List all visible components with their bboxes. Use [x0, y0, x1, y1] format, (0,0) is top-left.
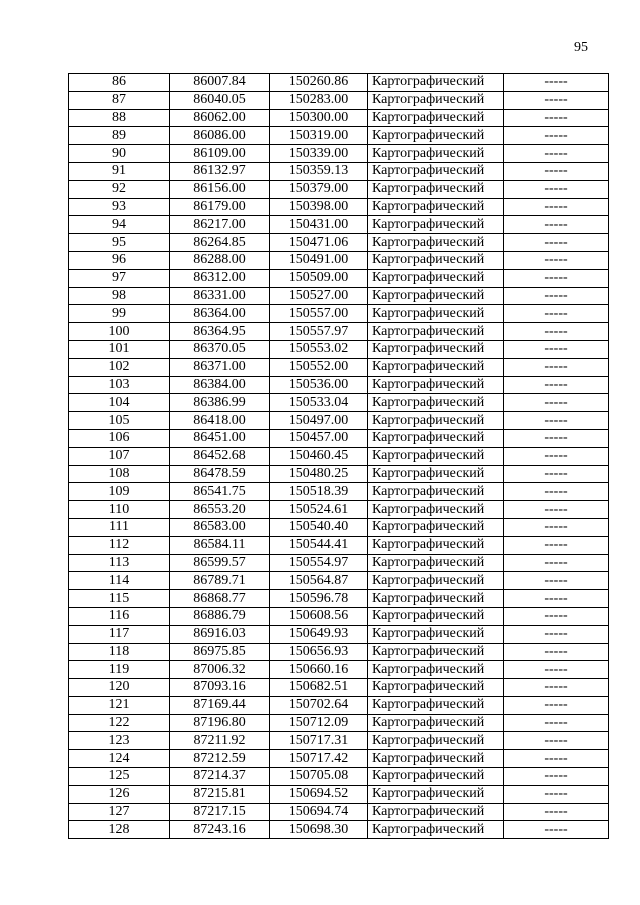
x-coordinate-cell: 87217.15 [170, 803, 270, 821]
error-cell: ----- [504, 679, 609, 697]
point-number-cell: 88 [69, 109, 170, 127]
method-cell: Картографический [368, 74, 504, 92]
y-coordinate-cell: 150682.51 [270, 679, 368, 697]
x-coordinate-cell: 86086.00 [170, 127, 270, 145]
method-cell: Картографический [368, 483, 504, 501]
x-coordinate-cell: 87196.80 [170, 714, 270, 732]
x-coordinate-cell: 86007.84 [170, 74, 270, 92]
y-coordinate-cell: 150564.87 [270, 572, 368, 590]
x-coordinate-cell: 87169.44 [170, 696, 270, 714]
table-row [69, 323, 609, 341]
error-cell: ----- [504, 180, 609, 198]
table-row [69, 768, 609, 786]
method-cell: Картографический [368, 323, 504, 341]
point-number-cell: 123 [69, 732, 170, 750]
table-row [69, 127, 609, 145]
y-coordinate-cell: 150398.00 [270, 198, 368, 216]
point-number-cell: 116 [69, 607, 170, 625]
y-coordinate-cell: 150557.97 [270, 323, 368, 341]
point-number-cell: 106 [69, 429, 170, 447]
y-coordinate-cell: 150712.09 [270, 714, 368, 732]
method-cell: Картографический [368, 376, 504, 394]
table-row [69, 74, 609, 92]
error-cell: ----- [504, 91, 609, 109]
method-cell: Картографический [368, 216, 504, 234]
y-coordinate-cell: 150540.40 [270, 518, 368, 536]
x-coordinate-cell: 86109.00 [170, 145, 270, 163]
point-number-cell: 89 [69, 127, 170, 145]
method-cell: Картографический [368, 696, 504, 714]
point-number-cell: 99 [69, 305, 170, 323]
method-cell: Картографический [368, 679, 504, 697]
point-number-cell: 113 [69, 554, 170, 572]
table-row [69, 518, 609, 536]
error-cell: ----- [504, 696, 609, 714]
point-number-cell: 94 [69, 216, 170, 234]
error-cell: ----- [504, 145, 609, 163]
table-row [69, 91, 609, 109]
table-row [69, 198, 609, 216]
point-number-cell: 121 [69, 696, 170, 714]
method-cell: Картографический [368, 162, 504, 180]
point-number-cell: 114 [69, 572, 170, 590]
point-number-cell: 102 [69, 358, 170, 376]
error-cell: ----- [504, 447, 609, 465]
table-row [69, 785, 609, 803]
point-number-cell: 100 [69, 323, 170, 341]
point-number-cell: 105 [69, 412, 170, 430]
point-number-cell: 103 [69, 376, 170, 394]
table-row [69, 234, 609, 252]
error-cell: ----- [504, 554, 609, 572]
coordinates-table-body [69, 74, 609, 839]
x-coordinate-cell: 86371.00 [170, 358, 270, 376]
table-row [69, 643, 609, 661]
x-coordinate-cell: 86789.71 [170, 572, 270, 590]
y-coordinate-cell: 150608.56 [270, 607, 368, 625]
error-cell: ----- [504, 803, 609, 821]
point-number-cell: 122 [69, 714, 170, 732]
point-number-cell: 87 [69, 91, 170, 109]
method-cell: Картографический [368, 714, 504, 732]
error-cell: ----- [504, 483, 609, 501]
x-coordinate-cell: 86331.00 [170, 287, 270, 305]
point-number-cell: 90 [69, 145, 170, 163]
error-cell: ----- [504, 251, 609, 269]
method-cell: Картографический [368, 127, 504, 145]
method-cell: Картографический [368, 785, 504, 803]
table-row [69, 412, 609, 430]
error-cell: ----- [504, 412, 609, 430]
x-coordinate-cell: 86062.00 [170, 109, 270, 127]
table-row [69, 572, 609, 590]
error-cell: ----- [504, 536, 609, 554]
x-coordinate-cell: 86553.20 [170, 501, 270, 519]
point-number-cell: 98 [69, 287, 170, 305]
x-coordinate-cell: 86868.77 [170, 590, 270, 608]
y-coordinate-cell: 150557.00 [270, 305, 368, 323]
y-coordinate-cell: 150497.00 [270, 412, 368, 430]
page-number: 95 [574, 40, 588, 55]
table-row [69, 180, 609, 198]
method-cell: Картографический [368, 234, 504, 252]
table-row [69, 590, 609, 608]
point-number-cell: 93 [69, 198, 170, 216]
x-coordinate-cell: 86288.00 [170, 251, 270, 269]
point-number-cell: 95 [69, 234, 170, 252]
error-cell: ----- [504, 590, 609, 608]
x-coordinate-cell: 86312.00 [170, 269, 270, 287]
error-cell: ----- [504, 198, 609, 216]
method-cell: Картографический [368, 91, 504, 109]
method-cell: Картографический [368, 554, 504, 572]
error-cell: ----- [504, 287, 609, 305]
method-cell: Картографический [368, 447, 504, 465]
method-cell: Картографический [368, 269, 504, 287]
error-cell: ----- [504, 162, 609, 180]
point-number-cell: 126 [69, 785, 170, 803]
method-cell: Картографический [368, 732, 504, 750]
table-row [69, 109, 609, 127]
x-coordinate-cell: 86179.00 [170, 198, 270, 216]
error-cell: ----- [504, 74, 609, 92]
y-coordinate-cell: 150553.02 [270, 340, 368, 358]
table-row [69, 483, 609, 501]
x-coordinate-cell: 87214.37 [170, 768, 270, 786]
coordinates-table [68, 73, 609, 839]
y-coordinate-cell: 150649.93 [270, 625, 368, 643]
method-cell: Картографический [368, 536, 504, 554]
error-cell: ----- [504, 394, 609, 412]
x-coordinate-cell: 86217.00 [170, 216, 270, 234]
method-cell: Картографический [368, 180, 504, 198]
point-number-cell: 96 [69, 251, 170, 269]
y-coordinate-cell: 150319.00 [270, 127, 368, 145]
point-number-cell: 108 [69, 465, 170, 483]
y-coordinate-cell: 150533.04 [270, 394, 368, 412]
point-number-cell: 117 [69, 625, 170, 643]
point-number-cell: 125 [69, 768, 170, 786]
table-row [69, 269, 609, 287]
error-cell: ----- [504, 732, 609, 750]
table-row [69, 358, 609, 376]
method-cell: Картографический [368, 607, 504, 625]
method-cell: Картографический [368, 394, 504, 412]
x-coordinate-cell: 86370.05 [170, 340, 270, 358]
x-coordinate-cell: 87093.16 [170, 679, 270, 697]
y-coordinate-cell: 150339.00 [270, 145, 368, 163]
y-coordinate-cell: 150359.13 [270, 162, 368, 180]
error-cell: ----- [504, 216, 609, 234]
table-row [69, 607, 609, 625]
y-coordinate-cell: 150552.00 [270, 358, 368, 376]
point-number-cell: 119 [69, 661, 170, 679]
x-coordinate-cell: 86584.11 [170, 536, 270, 554]
x-coordinate-cell: 86916.03 [170, 625, 270, 643]
method-cell: Картографический [368, 109, 504, 127]
y-coordinate-cell: 150660.16 [270, 661, 368, 679]
error-cell: ----- [504, 501, 609, 519]
error-cell: ----- [504, 643, 609, 661]
table-row [69, 696, 609, 714]
x-coordinate-cell: 86975.85 [170, 643, 270, 661]
y-coordinate-cell: 150524.61 [270, 501, 368, 519]
y-coordinate-cell: 150460.45 [270, 447, 368, 465]
method-cell: Картографический [368, 287, 504, 305]
error-cell: ----- [504, 768, 609, 786]
method-cell: Картографический [368, 251, 504, 269]
method-cell: Картографический [368, 305, 504, 323]
method-cell: Картографический [368, 501, 504, 519]
x-coordinate-cell: 86040.05 [170, 91, 270, 109]
method-cell: Картографический [368, 518, 504, 536]
y-coordinate-cell: 150491.00 [270, 251, 368, 269]
y-coordinate-cell: 150518.39 [270, 483, 368, 501]
y-coordinate-cell: 150283.00 [270, 91, 368, 109]
table-row [69, 305, 609, 323]
method-cell: Картографический [368, 661, 504, 679]
error-cell: ----- [504, 269, 609, 287]
x-coordinate-cell: 86264.85 [170, 234, 270, 252]
error-cell: ----- [504, 234, 609, 252]
table-row [69, 679, 609, 697]
error-cell: ----- [504, 625, 609, 643]
x-coordinate-cell: 86364.95 [170, 323, 270, 341]
y-coordinate-cell: 150702.64 [270, 696, 368, 714]
method-cell: Картографический [368, 358, 504, 376]
method-cell: Картографический [368, 572, 504, 590]
point-number-cell: 118 [69, 643, 170, 661]
x-coordinate-cell: 86541.75 [170, 483, 270, 501]
y-coordinate-cell: 150544.41 [270, 536, 368, 554]
x-coordinate-cell: 86886.79 [170, 607, 270, 625]
x-coordinate-cell: 87212.59 [170, 750, 270, 768]
table-row [69, 714, 609, 732]
x-coordinate-cell: 86386.99 [170, 394, 270, 412]
table-row [69, 447, 609, 465]
y-coordinate-cell: 150379.00 [270, 180, 368, 198]
x-coordinate-cell: 87215.81 [170, 785, 270, 803]
y-coordinate-cell: 150471.06 [270, 234, 368, 252]
x-coordinate-cell: 86451.00 [170, 429, 270, 447]
table-row [69, 536, 609, 554]
error-cell: ----- [504, 821, 609, 839]
table-row [69, 145, 609, 163]
table-row [69, 251, 609, 269]
error-cell: ----- [504, 429, 609, 447]
y-coordinate-cell: 150536.00 [270, 376, 368, 394]
method-cell: Картографический [368, 198, 504, 216]
point-number-cell: 101 [69, 340, 170, 358]
point-number-cell: 86 [69, 74, 170, 92]
table-row [69, 287, 609, 305]
x-coordinate-cell: 86418.00 [170, 412, 270, 430]
table-row [69, 465, 609, 483]
x-coordinate-cell: 87211.92 [170, 732, 270, 750]
method-cell: Картографический [368, 625, 504, 643]
x-coordinate-cell: 86583.00 [170, 518, 270, 536]
y-coordinate-cell: 150554.97 [270, 554, 368, 572]
method-cell: Картографический [368, 768, 504, 786]
y-coordinate-cell: 150698.30 [270, 821, 368, 839]
method-cell: Картографический [368, 429, 504, 447]
error-cell: ----- [504, 714, 609, 732]
table-row [69, 216, 609, 234]
point-number-cell: 111 [69, 518, 170, 536]
y-coordinate-cell: 150717.42 [270, 750, 368, 768]
method-cell: Картографический [368, 465, 504, 483]
point-number-cell: 120 [69, 679, 170, 697]
y-coordinate-cell: 150431.00 [270, 216, 368, 234]
method-cell: Картографический [368, 803, 504, 821]
table-row [69, 661, 609, 679]
y-coordinate-cell: 150260.86 [270, 74, 368, 92]
point-number-cell: 110 [69, 501, 170, 519]
point-number-cell: 91 [69, 162, 170, 180]
table-row [69, 340, 609, 358]
point-number-cell: 97 [69, 269, 170, 287]
error-cell: ----- [504, 127, 609, 145]
x-coordinate-cell: 86132.97 [170, 162, 270, 180]
table-row [69, 732, 609, 750]
method-cell: Картографический [368, 643, 504, 661]
point-number-cell: 127 [69, 803, 170, 821]
table-row [69, 162, 609, 180]
point-number-cell: 115 [69, 590, 170, 608]
y-coordinate-cell: 150694.52 [270, 785, 368, 803]
table-row [69, 429, 609, 447]
error-cell: ----- [504, 340, 609, 358]
point-number-cell: 109 [69, 483, 170, 501]
method-cell: Картографический [368, 340, 504, 358]
y-coordinate-cell: 150457.00 [270, 429, 368, 447]
table-row [69, 625, 609, 643]
error-cell: ----- [504, 518, 609, 536]
x-coordinate-cell: 86478.59 [170, 465, 270, 483]
y-coordinate-cell: 150596.78 [270, 590, 368, 608]
table-row [69, 501, 609, 519]
point-number-cell: 112 [69, 536, 170, 554]
error-cell: ----- [504, 785, 609, 803]
method-cell: Картографический [368, 412, 504, 430]
y-coordinate-cell: 150694.74 [270, 803, 368, 821]
point-number-cell: 92 [69, 180, 170, 198]
table-row [69, 750, 609, 768]
table-row [69, 376, 609, 394]
point-number-cell: 124 [69, 750, 170, 768]
x-coordinate-cell: 86156.00 [170, 180, 270, 198]
y-coordinate-cell: 150717.31 [270, 732, 368, 750]
method-cell: Картографический [368, 590, 504, 608]
y-coordinate-cell: 150705.08 [270, 768, 368, 786]
method-cell: Картографический [368, 821, 504, 839]
x-coordinate-cell: 86364.00 [170, 305, 270, 323]
y-coordinate-cell: 150509.00 [270, 269, 368, 287]
error-cell: ----- [504, 376, 609, 394]
table-row [69, 394, 609, 412]
point-number-cell: 104 [69, 394, 170, 412]
x-coordinate-cell: 87243.16 [170, 821, 270, 839]
error-cell: ----- [504, 750, 609, 768]
error-cell: ----- [504, 572, 609, 590]
error-cell: ----- [504, 358, 609, 376]
method-cell: Картографический [368, 145, 504, 163]
method-cell: Картографический [368, 750, 504, 768]
y-coordinate-cell: 150656.93 [270, 643, 368, 661]
x-coordinate-cell: 86384.00 [170, 376, 270, 394]
y-coordinate-cell: 150300.00 [270, 109, 368, 127]
x-coordinate-cell: 86599.57 [170, 554, 270, 572]
error-cell: ----- [504, 465, 609, 483]
x-coordinate-cell: 86452.68 [170, 447, 270, 465]
x-coordinate-cell: 87006.32 [170, 661, 270, 679]
error-cell: ----- [504, 305, 609, 323]
error-cell: ----- [504, 323, 609, 341]
y-coordinate-cell: 150480.25 [270, 465, 368, 483]
point-number-cell: 107 [69, 447, 170, 465]
table-row [69, 803, 609, 821]
y-coordinate-cell: 150527.00 [270, 287, 368, 305]
error-cell: ----- [504, 607, 609, 625]
error-cell: ----- [504, 661, 609, 679]
error-cell: ----- [504, 109, 609, 127]
table-row [69, 554, 609, 572]
point-number-cell: 128 [69, 821, 170, 839]
table-row [69, 821, 609, 839]
